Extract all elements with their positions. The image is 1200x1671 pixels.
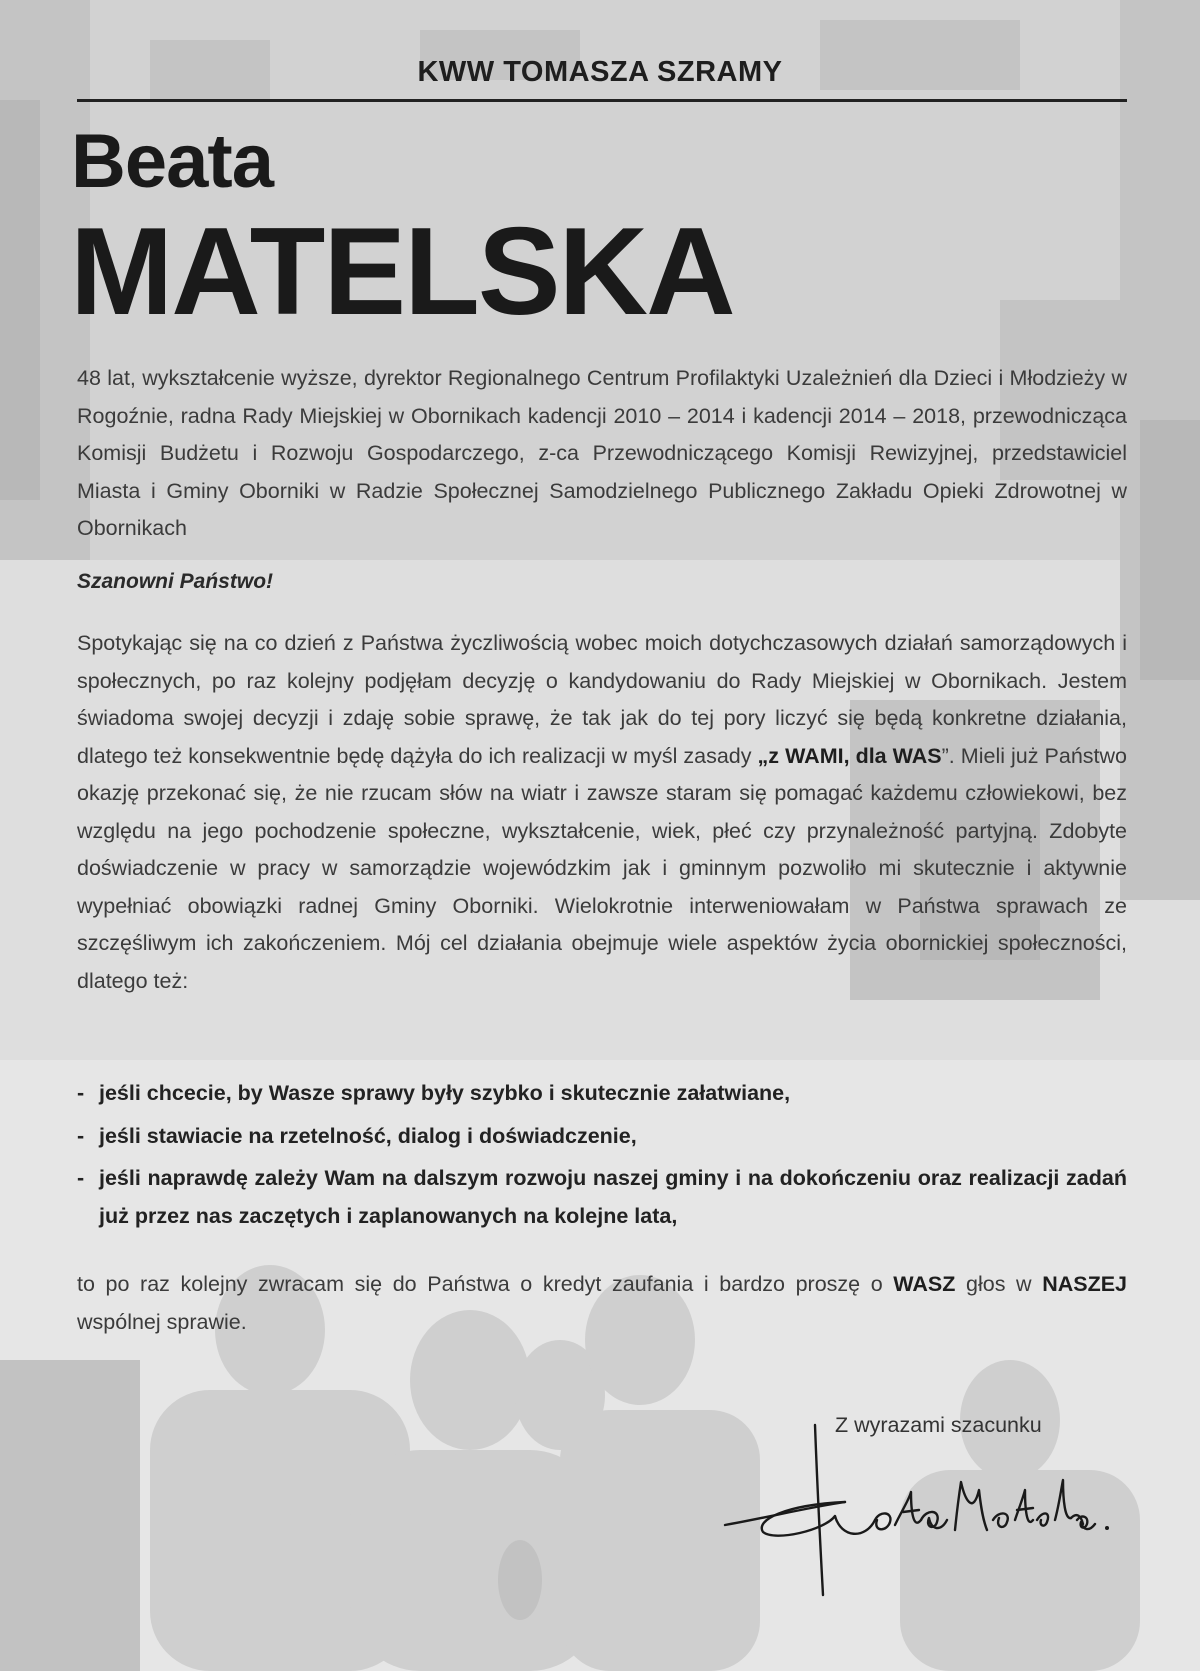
body-text-2: ”. Mieli już Państwo okazję przekonać się, że nie rzucam słów na wiatr i zawsze staram się pomagać każdemu człowiekowi, bez względu na jego pochodzenie społeczne, wykształcenie, wiek, płeć czy przynależność partyjną. Zdobyte doświadczenie w pracy w samorządzie wojewódzkim jak i gminnym pozwoliło mi skutecznie i aktywnie wypełniać obowiązki radnej Gminy Oborniki. Wielokrotnie interweniowałam w Państwa sprawach ze szczęśliwym ich zakończeniem. Mój cel działania obejmuje wiele aspektów życia obornickiej społeczności, dlatego też: [77,743,1127,993]
header-rule [77,99,1127,102]
list-item [77,1118,1127,1156]
closing-paragraph [77,1266,1127,1341]
motto: „z WAMI, dla WAS [757,743,942,768]
regards-text: Z wyrazami szacunku [835,1413,1042,1437]
bullet-text: jeśli chcecie, by Wasze sprawy były szybko i skutecznie załatwiane, [99,1081,791,1105]
closing-bold-naszej: NASZEJ [1042,1272,1128,1296]
bullet-list [77,1075,1127,1240]
bullet-dash: - [77,1081,85,1105]
bullet-text: jeśli naprawdę zależy Wam na dalszym rozwoju naszej gminy i na dokończeniu oraz realizacji zadań już przez nas zaczętych i zaplanowanych na kolejne lata, [99,1166,1127,1228]
closing-text-3: wspólnej sprawie. [77,1309,247,1334]
closing-text-2: głos w [955,1272,1043,1296]
bullet-text: jeśli stawiacie na rzetelność, dialog i doświadczenie, [99,1123,637,1148]
candidate-first-name: Beata [71,119,273,204]
list-item [77,1075,1127,1113]
list-item [77,1160,1127,1235]
bullet-dash: - [77,1166,85,1190]
bullet-dash: - [77,1123,85,1148]
closing-text-1: to po raz kolejny zwracam się do Państwa o kredyt zaufania i bardzo proszę o [77,1272,894,1296]
body-text-1: Spotykając się na co dzień z Państwa życzliwością wobec moich dotychczasowych działań samorządowych i społecznych, po raz kolejny podjęłam decyzję o kandydowaniu do Rady Miejskiej w Obornikach. Jestem świadoma swojej decyzji i zdaję sobie sprawę, że tak jak do tej pory liczyć się będą konkretne działania, dlatego też konsekwentnie będę dążyła do ich realizacji w myśl zasady [77,631,1127,768]
greeting: Szanowni Państwo! [77,570,274,593]
body-paragraph [77,625,1127,1000]
committee-name: KWW TOMASZA SZRAMY [417,56,783,88]
candidate-last-name: MATELSKA [70,203,734,341]
closing-bold-wasz: WASZ [893,1272,956,1296]
handwritten-signature [715,1420,1115,1600]
bio-paragraph: 48 lat, wykształcenie wyższe, dyrektor Regionalnego Centrum Profilaktyki Uzależnień dla Dzieci i Młodzieży w Rogoźnie, radna Rady Miejskiej w Obornikach kadencji 2010 – 2014 i kadencji 2014 – 2018, przewodnicząca Komisji Budżetu i Rozwoju Gospodarczego, z-ca Przewodniczącego Komisji Rewizyjnej, przedstawiciel Miasta i Gminy Oborniki w Radzie Społecznej Samodzielnego Publicznego Zakładu Opieki Zdrowotnej w Obornikach [77,366,1127,540]
